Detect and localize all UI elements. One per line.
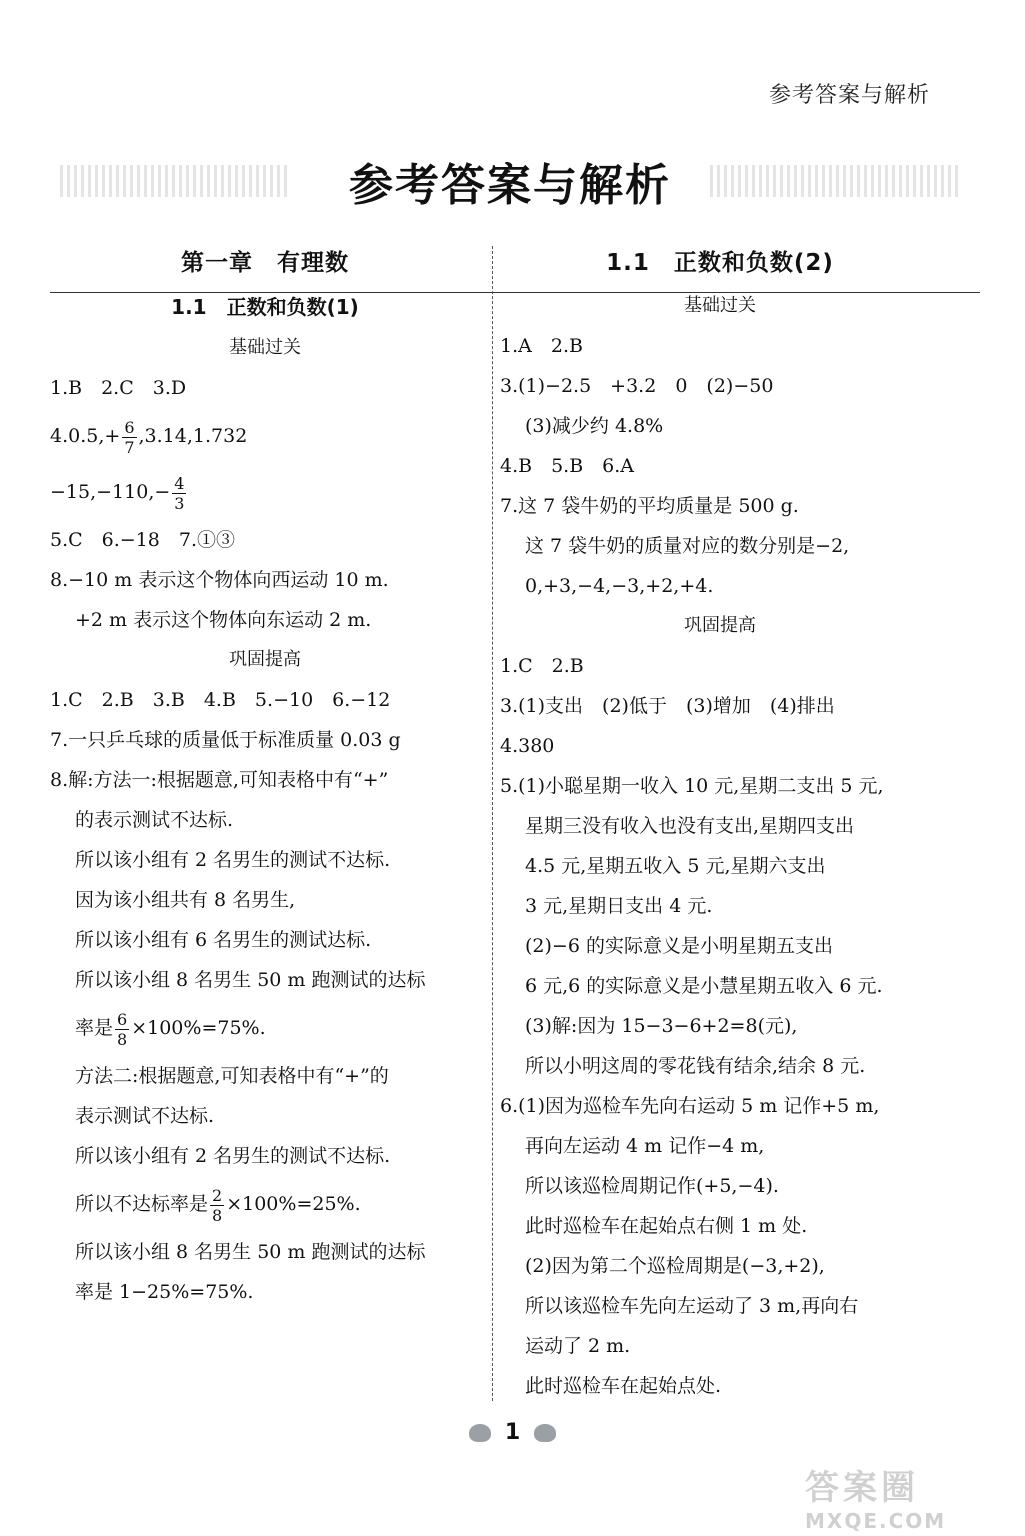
answer-line: 所以该小组有 2 名男生的测试不达标. xyxy=(75,849,391,871)
answer-line: 星期三没有收入也没有支出,星期四支出 xyxy=(525,815,855,837)
answer-line: 这 7 袋牛奶的质量对应的数分别是−2, xyxy=(525,535,850,557)
answer-line: 的表示测试不达标. xyxy=(75,809,234,831)
fraction xyxy=(115,1010,129,1049)
fraction-denominator: 3 xyxy=(174,493,185,513)
answer-line: 3 元,星期日支出 4 元. xyxy=(525,895,713,917)
fraction xyxy=(172,474,186,513)
running-header: 参考答案与解析 xyxy=(768,83,930,108)
page-number: 1 xyxy=(504,1420,521,1445)
section-heading: 1.1 正数和负数(2) xyxy=(606,250,834,276)
answer-line: 表示测试不达标. xyxy=(75,1105,215,1127)
watermark-url: MXQE.COM xyxy=(805,1509,947,1533)
fraction xyxy=(122,418,136,457)
answer-line: 8.−10 m 表示这个物体向西运动 10 m. xyxy=(50,569,389,591)
answer-text: −15,−110,− xyxy=(50,481,171,503)
right-column xyxy=(500,240,940,1406)
answer-line: 4.5 元,星期五收入 5 元,星期六支出 xyxy=(525,855,826,877)
answer-line: 所以该小组 8 名男生 50 m 跑测试的达标 xyxy=(75,1241,426,1263)
answer-line: 5.(1)小聪星期一收入 10 元,星期二支出 5 元, xyxy=(500,775,884,797)
answer-line: 1.A 2.B xyxy=(500,335,583,357)
leaf-icon xyxy=(534,1424,556,1442)
answer-line: 方法二:根据题意,可知表格中有“+”的 xyxy=(75,1065,389,1087)
answer-line: 此时巡检车在起始点处. xyxy=(525,1375,722,1397)
answer-text: 所以不达标率是 xyxy=(75,1193,209,1215)
fraction-numerator: 6 xyxy=(124,417,135,437)
answer-line: 4.B 5.B 6.A xyxy=(500,455,635,477)
chapter-heading: 第一章 有理数 xyxy=(181,250,349,276)
answer-line: 8.解:方法一:根据题意,可知表格中有“+” xyxy=(50,769,389,791)
answer-text: ×100%=75%. xyxy=(131,1017,266,1039)
column-divider xyxy=(492,246,494,1401)
answer-line: 6 元,6 的实际意义是小慧星期五收入 6 元. xyxy=(525,975,883,997)
answer-line: 因为该小组共有 8 名男生, xyxy=(75,889,296,911)
page-title: 参考答案与解析 xyxy=(349,160,671,211)
watermark-logo-text: 答案圈 xyxy=(805,1468,919,1508)
answer-line: 再向左运动 4 m 记作−4 m, xyxy=(525,1135,765,1157)
answer-line: 运动了 2 m. xyxy=(525,1335,631,1357)
answer-line: 5.C 6.−18 7.①③ xyxy=(50,529,236,551)
fraction xyxy=(210,1186,224,1225)
answer-line: 所以小明这周的零花钱有结余,结余 8 元. xyxy=(525,1055,866,1077)
answer-line: +2 m 表示这个物体向东运动 2 m. xyxy=(75,609,372,631)
fraction-denominator: 8 xyxy=(212,1205,223,1225)
answer-line: (3)减少约 4.8% xyxy=(525,415,664,437)
answer-line: 1.B 2.C 3.D xyxy=(50,377,187,399)
answer-text: ,3.14,1.732 xyxy=(138,425,248,447)
answer-line: 7.这 7 袋牛奶的平均质量是 500 g. xyxy=(500,495,799,517)
subheading-advanced: 巩固提高 xyxy=(229,649,301,670)
answer-line: 所以该小组 8 名男生 50 m 跑测试的达标 xyxy=(75,969,426,991)
answer-line: 所以该小组有 6 名男生的测试达标. xyxy=(75,929,372,951)
leaf-icon xyxy=(469,1424,491,1442)
answer-line: 4.380 xyxy=(500,735,555,757)
answer-line: 7.一只乒乓球的质量低于标准质量 0.03 g xyxy=(50,729,401,751)
answer-line xyxy=(50,1176,480,1232)
answer-line: 3.(1)支出 (2)低于 (3)增加 (4)排出 xyxy=(500,695,835,717)
answer-line: (3)解:因为 15−3−6+2=8(元), xyxy=(525,1015,798,1037)
subheading-basic: 基础过关 xyxy=(684,295,756,316)
answer-line xyxy=(50,408,480,464)
answer-line: 率是 1−25%=75%. xyxy=(75,1281,254,1303)
section-heading: 1.1 正数和负数(1) xyxy=(171,295,359,319)
answer-line: 1.C 2.B 3.B 4.B 5.−10 6.−12 xyxy=(50,689,391,711)
answer-line: 此时巡检车在起始点右侧 1 m 处. xyxy=(525,1215,808,1237)
fraction-denominator: 7 xyxy=(124,437,135,457)
left-column xyxy=(50,240,480,1312)
page-footer xyxy=(0,1420,1025,1445)
answer-line: 1.C 2.B xyxy=(500,655,584,677)
answer-line: (2)因为第二个巡检周期是(−3,+2), xyxy=(525,1255,825,1277)
watermark xyxy=(805,1460,985,1533)
answer-line: 0,+3,−4,−3,+2,+4. xyxy=(525,575,714,597)
answer-line: 6.(1)因为巡检车先向右运动 5 m 记作+5 m, xyxy=(500,1095,880,1117)
subheading-basic: 基础过关 xyxy=(229,337,301,358)
answer-line: 所以该巡检车先向左运动了 3 m,再向右 xyxy=(525,1295,859,1317)
answer-text: 率是 xyxy=(75,1017,114,1039)
answer-line xyxy=(50,1000,480,1056)
fraction-denominator: 8 xyxy=(117,1029,128,1049)
answer-line: 3.(1)−2.5 +3.2 0 (2)−50 xyxy=(500,375,774,397)
fraction-numerator: 6 xyxy=(117,1009,128,1029)
subheading-advanced: 巩固提高 xyxy=(684,615,756,636)
title-banner xyxy=(60,145,960,215)
fraction-numerator: 2 xyxy=(212,1185,223,1205)
answer-line xyxy=(50,464,480,520)
answer-line: 所以该巡检周期记作(+5,−4). xyxy=(525,1175,779,1197)
fraction-numerator: 4 xyxy=(174,473,185,493)
answer-line: (2)−6 的实际意义是小明星期五支出 xyxy=(525,935,833,957)
answer-line: 所以该小组有 2 名男生的测试不达标. xyxy=(75,1145,391,1167)
answer-text: 4.0.5,+ xyxy=(50,425,121,447)
answer-text: ×100%=25%. xyxy=(226,1193,361,1215)
